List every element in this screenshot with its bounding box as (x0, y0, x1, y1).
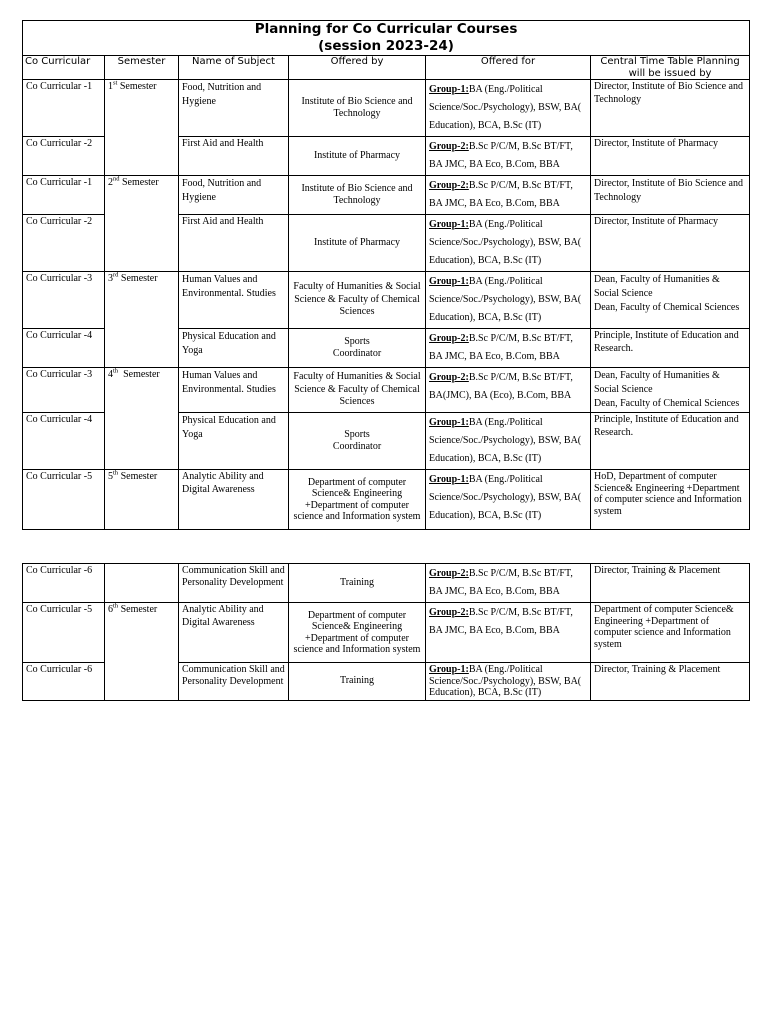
offered-for-cell (426, 470, 591, 530)
semester-number: 4 (108, 369, 113, 380)
semester-suffix: st (113, 79, 118, 87)
central-planning-cell (591, 272, 750, 329)
central-planning-cell: Director, Institute of Pharmacy (591, 137, 750, 176)
subject-cell: Physical Education and Yoga (179, 413, 289, 470)
central-planning-cell: Director, Institute of Bio Science and Technology (591, 176, 750, 215)
offered-by-cell (289, 329, 426, 368)
subject-cell: Food, Nutrition and Hygiene (179, 176, 289, 215)
co-curricular-planning-table (22, 20, 750, 530)
co-curricular-cell: Co Curricular -5 (23, 603, 105, 663)
offered-for-cell (426, 215, 591, 272)
subject-cell: Communication Skill and Personality Development (179, 663, 289, 701)
programs-text: B.Sc P/C/M, B.Sc BT/FT, BA(JMC), BA (Eco), B.Com, BBA (429, 372, 573, 401)
co-curricular-cell: Co Curricular -5 (23, 470, 105, 530)
group-label: Group-1: (429, 276, 469, 287)
offered-by-cell: Training (289, 663, 426, 701)
programs-text: B.Sc P/C/M, B.Sc BT/FT, BA JMC, BA Eco, B.Com, BBA (429, 333, 573, 362)
offered-for-cell (426, 329, 591, 368)
table-row (23, 564, 750, 603)
semester-cell (105, 603, 179, 701)
semester-cell (105, 272, 179, 368)
table-row (23, 470, 750, 530)
semester-suffix: th (113, 602, 119, 610)
offered-by-line-2: Coordinator (332, 441, 382, 452)
group-label: Group-1: (429, 219, 469, 230)
central-line-2: Dean, Faculty of Chemical Sciences (594, 302, 740, 313)
central-planning-cell: Principle, Institute of Education and Research. (591, 413, 750, 470)
subject-cell: First Aid and Health (179, 137, 289, 176)
offered-by-cell: Training (289, 564, 426, 603)
semester-suffix: th (113, 469, 119, 477)
semester-suffix: th (113, 367, 119, 375)
offered-for-cell (426, 368, 591, 413)
central-planning-cell: Director, Institute of Pharmacy (591, 215, 750, 272)
table-row (23, 80, 750, 137)
co-curricular-cell: Co Curricular -1 (23, 176, 105, 215)
offered-by-cell: Institute of Bio Science and Technology (289, 176, 426, 215)
subject-cell: First Aid and Health (179, 215, 289, 272)
offered-by-line-2: Coordinator (332, 348, 382, 359)
central-planning-cell: Department of computer Science& Engineering +Department of computer science and Information system (591, 603, 750, 663)
subject-cell: Food, Nutrition and Hygiene (179, 80, 289, 137)
co-curricular-cell: Co Curricular -1 (23, 80, 105, 137)
semester-number: 6 (108, 604, 113, 615)
central-planning-cell: HoD, Department of computer Science& Engineering +Department of computer science and Information system (591, 470, 750, 530)
co-curricular-cell: Co Curricular -4 (23, 413, 105, 470)
header-offered-by: Offered by (289, 56, 426, 80)
offered-for-cell (426, 272, 591, 329)
programs-text: B.Sc P/C/M, B.Sc BT/FT, BA JMC, BA Eco, B.Com, BBA (429, 607, 573, 636)
group-label: Group-2: (429, 607, 469, 618)
semester-number: 5 (108, 471, 113, 482)
semester-word: Semester (117, 81, 157, 92)
subject-cell: Human Values and Environmental. Studies (179, 272, 289, 329)
semester-word: Semester (119, 177, 159, 188)
offered-by-line-1: Sports (344, 428, 370, 440)
group-label: Group-1: (429, 474, 469, 485)
subject-cell: Analytic Ability and Digital Awareness (179, 470, 289, 530)
group-label: Group-2: (429, 333, 469, 344)
semester-word: Semester (118, 471, 158, 482)
subject-cell: Analytic Ability and Digital Awareness (179, 603, 289, 663)
header-central-planning: Central Time Table Planning will be issued by (591, 56, 750, 80)
header-row (23, 56, 750, 80)
co-curricular-cell: Co Curricular -4 (23, 329, 105, 368)
semester-cell (105, 470, 179, 530)
group-label: Group-1: (429, 84, 469, 95)
offered-for-cell (426, 564, 591, 603)
semester-cell (105, 80, 179, 176)
programs-text: BA (Eng./Political Science/Soc./Psychology), BSW, BA( Education), BCA, B.Sc (IT) (429, 84, 582, 131)
co-curricular-cell: Co Curricular -2 (23, 137, 105, 176)
table-row (23, 272, 750, 329)
header-offered-for: Offered for (426, 56, 591, 80)
header-subject: Name of Subject (179, 56, 289, 80)
offered-by-cell: Department of computer Science& Engineering +Department of computer science and Information system (289, 603, 426, 663)
co-curricular-cell: Co Curricular -3 (23, 368, 105, 413)
offered-by-cell: Faculty of Humanities & Social Science & Faculty of Chemical Sciences (289, 272, 426, 329)
offered-by-cell: Institute of Pharmacy (289, 215, 426, 272)
programs-text: B.Sc P/C/M, B.Sc BT/FT, BA JMC, BA Eco, B.Com, BBA (429, 141, 573, 170)
offered-by-cell (289, 413, 426, 470)
co-curricular-cell: Co Curricular -3 (23, 272, 105, 329)
header-co-curricular: Co Curricular (23, 56, 105, 80)
offered-for-cell (426, 137, 591, 176)
semester-word: Semester (118, 369, 160, 380)
semester-number: 3 (108, 273, 113, 284)
central-line-1: Dean, Faculty of Humanities & Social Science (594, 274, 720, 299)
title-line-2: (session 2023-24) (318, 38, 454, 54)
semester-suffix: nd (113, 175, 120, 183)
co-curricular-cell: Co Curricular -2 (23, 215, 105, 272)
offered-by-line-1: Sports (344, 335, 370, 347)
subject-cell: Communication Skill and Personality Development (179, 564, 289, 603)
table-row (23, 176, 750, 215)
central-planning-cell: Principle, Institute of Education and Research. (591, 329, 750, 368)
header-semester: Semester (105, 56, 179, 80)
group-label: Group-2: (429, 141, 469, 152)
semester-cell (105, 564, 179, 603)
co-curricular-cell: Co Curricular -6 (23, 663, 105, 701)
offered-for-cell (426, 176, 591, 215)
semester-number: 2 (108, 177, 113, 188)
semester-word: Semester (118, 604, 158, 615)
offered-for-cell (426, 413, 591, 470)
table-row (23, 603, 750, 663)
co-curricular-planning-table-continued (22, 563, 750, 701)
central-planning-cell: Director, Training & Placement (591, 663, 750, 701)
programs-text: BA (Eng./Political Science/Soc./Psychology), BSW, BA( Education), BCA, B.Sc (IT) (429, 219, 582, 266)
programs-text: BA (Eng./Political Science/Soc./Psychology), BSW, BA( Education), BCA, B.Sc (IT) (429, 276, 582, 323)
programs-text: BA (Eng./Political Science/Soc./Psychology), BSW, BA( Education), BCA, B.Sc (IT) (429, 474, 582, 521)
group-label: Group-2: (429, 180, 469, 191)
offered-by-cell: Institute of Bio Science and Technology (289, 80, 426, 137)
co-curricular-cell: Co Curricular -6 (23, 564, 105, 603)
group-label: Group-2: (429, 372, 469, 383)
offered-by-cell: Institute of Pharmacy (289, 137, 426, 176)
semester-cell (105, 176, 179, 272)
offered-by-cell: Faculty of Humanities & Social Science & Faculty of Chemical Sciences (289, 368, 426, 413)
central-planning-cell: Director, Training & Placement (591, 564, 750, 603)
table-title (23, 21, 750, 56)
offered-by-cell: Department of computer Science& Engineering +Department of computer science and Information system (289, 470, 426, 530)
programs-text: B.Sc P/C/M, B.Sc BT/FT, BA JMC, BA Eco, B.Com, BBA (429, 180, 573, 209)
central-line-1: Dean, Faculty of Humanities & Social Science (594, 370, 720, 395)
central-line-2: Dean, Faculty of Chemical Sciences (594, 398, 740, 409)
programs-text: BA (Eng./Political Science/Soc./Psychology), BSW, BA( Education), BCA, B.Sc (IT) (429, 417, 582, 464)
subject-cell: Human Values and Environmental. Studies (179, 368, 289, 413)
offered-for-cell (426, 603, 591, 663)
central-planning-cell (591, 368, 750, 413)
central-planning-cell: Director, Institute of Bio Science and Technology (591, 80, 750, 137)
semester-word: Semester (118, 273, 158, 284)
semester-suffix: rd (113, 271, 119, 279)
subject-cell: Physical Education and Yoga (179, 329, 289, 368)
offered-for-cell (426, 663, 591, 701)
group-label: Group-2: (429, 568, 469, 579)
semester-number: 1 (108, 81, 113, 92)
programs-text: B.Sc P/C/M, B.Sc BT/FT, BA JMC, BA Eco, B.Com, BBA (429, 568, 573, 597)
group-label: Group-1: (429, 664, 469, 675)
table-row (23, 368, 750, 413)
title-line-1: Planning for Co Curricular Courses (254, 21, 518, 37)
programs-text: BA (Eng./Political Science/Soc./Psychology), BSW, BA( Education), BCA, B.Sc (IT) (429, 664, 582, 698)
group-label: Group-1: (429, 417, 469, 428)
offered-for-cell (426, 80, 591, 137)
semester-cell (105, 368, 179, 470)
